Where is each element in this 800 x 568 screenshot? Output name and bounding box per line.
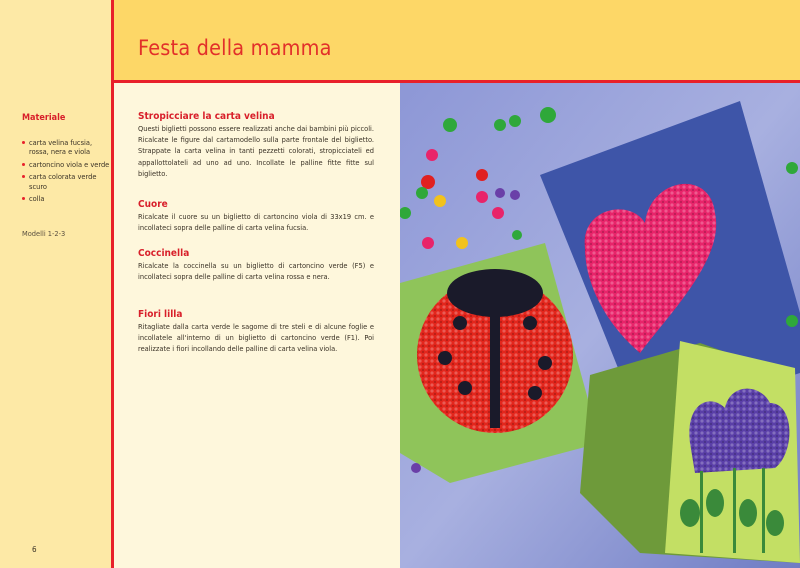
- craft-photo-illustration: [400, 83, 800, 568]
- page-number: 6: [32, 545, 37, 554]
- craft-photo: [400, 83, 800, 568]
- section-heading: Fiori lilla: [138, 309, 183, 320]
- materials-item: cartoncino viola e verde: [22, 160, 112, 169]
- models-reference: Modelli 1-2-3: [22, 229, 66, 238]
- section-body: Questi biglietti possono essere realizzati anche dai bambini più piccoli. Ricalcate le figure dal cartamodello sulla parte frontale del biglietto. Strappate la carta velina in tanti pezzetti colorati, stropicciateli ed appallottolateli ad uno ad uno. Incollate le palline fitte fitte sul biglietto.: [138, 124, 374, 178]
- section-heading: Stropicciare la carta velina: [138, 111, 275, 122]
- section-fiori-lilla: [138, 309, 374, 355]
- section-heading: Cuore: [138, 199, 168, 210]
- section-stropicciare: [138, 111, 374, 179]
- materials-item: carta colorata verde scuro: [22, 172, 112, 191]
- section-coccinella: [138, 248, 374, 282]
- page-title: Festa della mamma: [138, 36, 332, 60]
- section-body: Ricalcate il cuore su un biglietto di cartoncino viola di 33x19 cm. e incollateci sopra delle palline di carta velina fucsia.: [138, 212, 374, 233]
- sidebar: [0, 0, 111, 568]
- section-body: Ricalcate la coccinella su un biglietto di cartoncino verde (F5) e incollateci sopra delle palline di carta velina rossa e nera.: [138, 261, 374, 282]
- materials-item: carta velina fucsia, rossa, nera e viola: [22, 138, 112, 157]
- materials-heading: Materiale: [22, 113, 66, 123]
- section-cuore: [138, 199, 374, 233]
- materials-item: colla: [22, 194, 112, 203]
- materials-list: [22, 138, 112, 206]
- section-heading: Coccinella: [138, 248, 190, 259]
- section-body: Ritagliate dalla carta verde le sagome di tre steli e di alcune foglie e incollatele all'interno di un biglietto di cartoncino verde (F1). Poi realizzate i fiori incollando delle palline di carta velina viola.: [138, 322, 374, 354]
